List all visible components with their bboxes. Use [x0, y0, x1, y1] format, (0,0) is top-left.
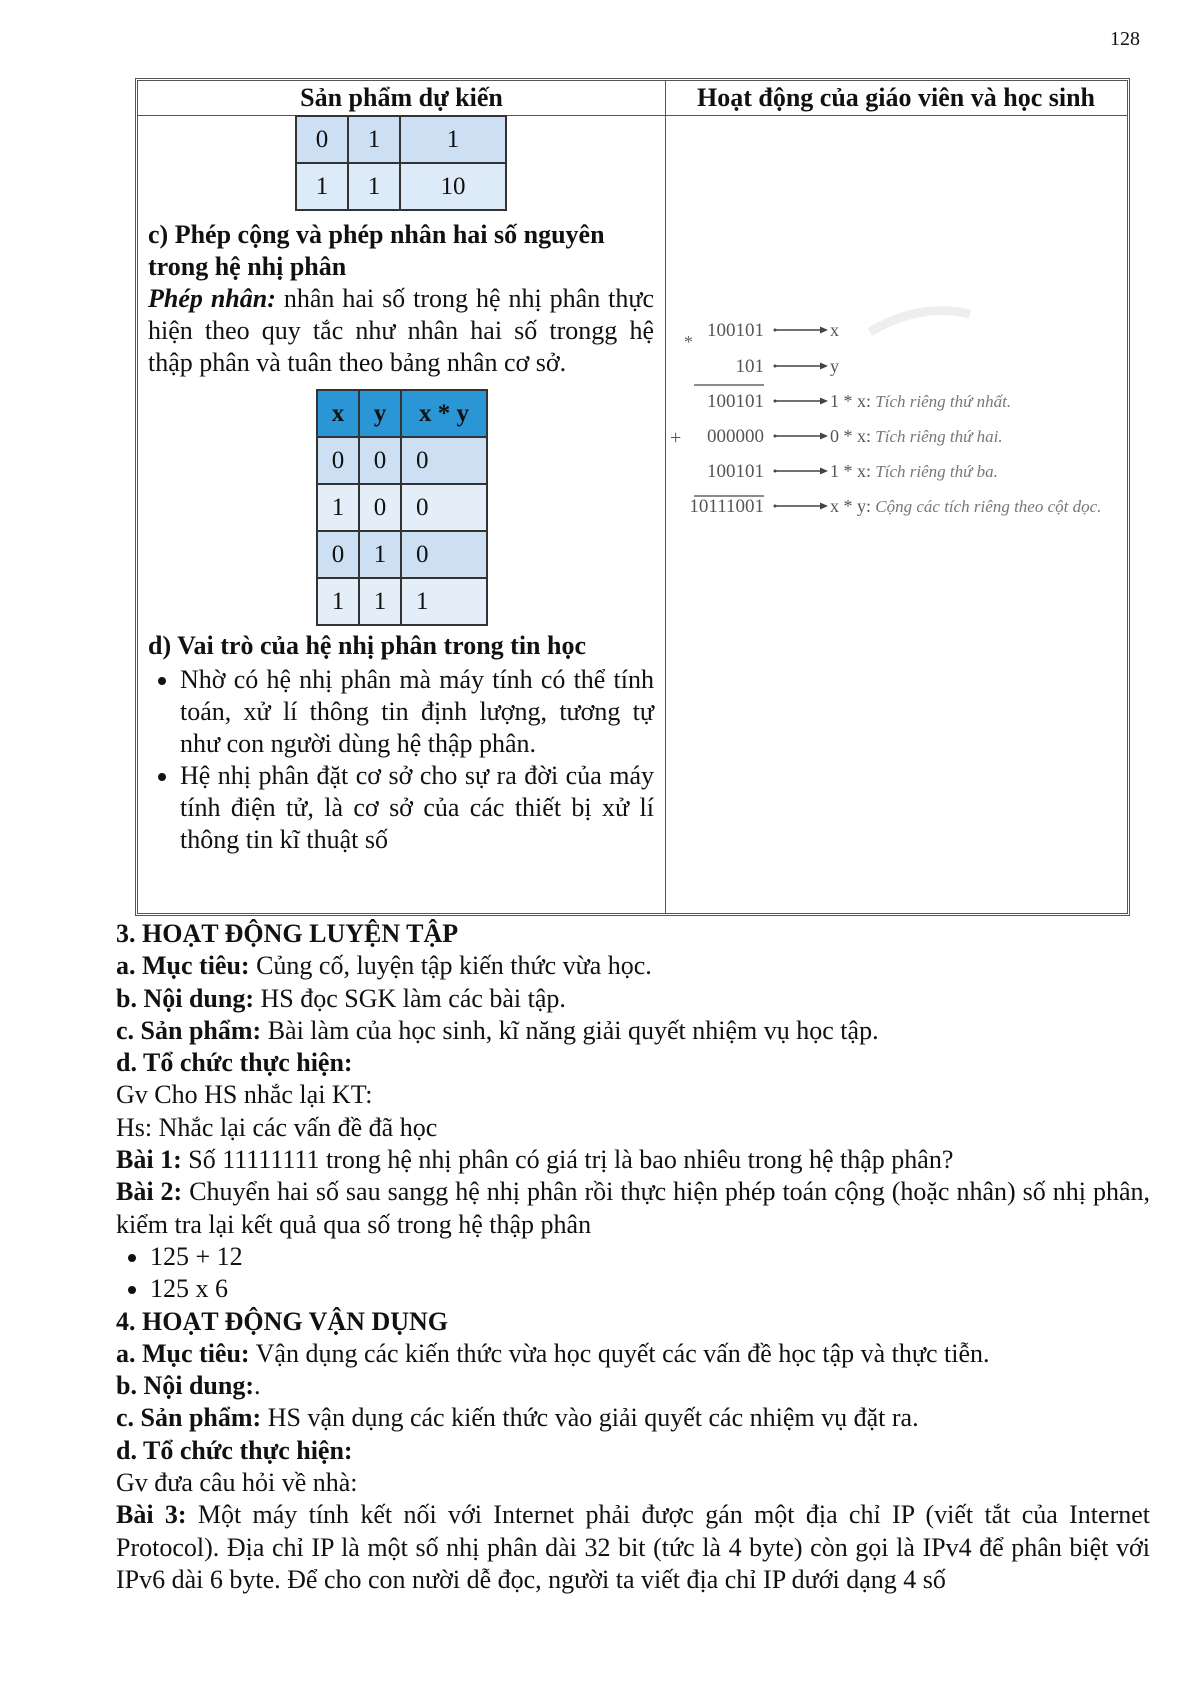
s3-objective — [116, 950, 1150, 982]
diagram-note: Cộng các tích riêng theo cột dọc. — [871, 497, 1102, 516]
diagram-label: y — [830, 356, 839, 376]
diagram-label: x — [830, 320, 839, 340]
s3-organization: d. Tổ chức thực hiện: — [116, 1048, 353, 1078]
exercise-2 — [116, 1176, 1150, 1241]
diagram-label: 1 * x: Tích riêng thứ ba. — [830, 461, 998, 481]
table-cell: 1 — [317, 578, 359, 625]
table-cell: 1 — [400, 116, 506, 163]
s3-content — [116, 983, 1150, 1015]
diagram-number: 100101 — [707, 391, 764, 412]
binary-multiplication-table — [316, 389, 488, 626]
column-header: y — [359, 390, 401, 437]
label: Bài 1: — [116, 1145, 182, 1175]
diagram-note: Tích riêng thứ nhất. — [871, 392, 1012, 411]
arrowhead-icon — [820, 503, 828, 510]
expected-product-column — [148, 115, 654, 856]
s4-objective — [116, 1338, 1150, 1370]
multiplication-paragraph — [148, 283, 654, 379]
list-item: • Nhờ có hệ nhị phân mà máy tính có thể tính toán, xử lí thông tin định lượng, tương tự như con người dùng hệ thập phân. — [180, 664, 654, 760]
label: a. Mục tiêu: — [116, 951, 250, 981]
table-cell: 1 — [317, 484, 359, 531]
diagram-label: 0 * x: Tích riêng thứ hai. — [830, 426, 1003, 446]
text: Số 11111111 trong hệ nhị phân có giá trị là bao nhiêu trong hệ thập phân? — [181, 1145, 954, 1175]
s4-organization: d. Tổ chức thực hiện: — [116, 1435, 353, 1465]
table-row — [317, 531, 487, 578]
list-item: • 125 x 6 — [150, 1273, 1150, 1305]
s4-line-1: Gv đưa câu hỏi về nhà: — [116, 1468, 358, 1498]
s3-product — [116, 1015, 1150, 1047]
exercise-1 — [116, 1144, 1150, 1176]
table-cell: 0 — [401, 484, 487, 531]
list-item: • 125 + 12 — [150, 1241, 1150, 1273]
table-cell: 10 — [400, 163, 506, 210]
text: Bài làm của học sinh, kĩ năng giải quyết nhiệm vụ học tập. — [261, 1015, 879, 1045]
diagram-number: 10111001 — [689, 496, 764, 517]
table-cell: 0 — [359, 437, 401, 484]
s3-line-2: Hs: Nhắc lại các vấn đề đã học — [116, 1112, 438, 1142]
table-cell: 1 — [359, 531, 401, 578]
label: c. Sản phẩm: — [116, 1403, 262, 1433]
arrowhead-icon — [820, 433, 828, 440]
arrowhead-icon — [820, 327, 828, 334]
table-cell: 0 — [296, 116, 348, 163]
table-row — [317, 437, 487, 484]
label: b. Nội dung: — [116, 1371, 254, 1401]
table-cell: 0 — [401, 437, 487, 484]
arrow-tail-icon — [774, 505, 777, 508]
arrowhead-icon — [820, 363, 828, 370]
diagram-number: 100101 — [707, 320, 764, 341]
table-cell: 0 — [317, 531, 359, 578]
label: b. Nội dung: — [116, 983, 254, 1013]
arrowhead-icon — [820, 468, 828, 475]
arrow-tail-icon — [774, 365, 777, 368]
table-cell: 1 — [401, 578, 487, 625]
section-d-title: d) Vai trò của hệ nhị phân trong tin học — [148, 631, 587, 660]
text: HS đọc SGK làm các bài tập. — [254, 983, 566, 1013]
table-cell: 1 — [348, 163, 400, 210]
table-cell: 1 — [359, 578, 401, 625]
diagram-number: 000000 — [707, 426, 764, 447]
section-4-title: 4. HOẠT ĐỘNG VẬN DỤNG — [116, 1306, 449, 1336]
arrow-tail-icon — [774, 470, 777, 473]
text: . — [254, 1371, 261, 1401]
text: Củng cố, luyện tập kiến thức vừa học. — [249, 951, 652, 981]
table-row — [296, 163, 506, 210]
diagram-label: x * y: Cộng các tích riêng theo cột dọc. — [830, 496, 1102, 516]
text: Chuyển hai số sau sangg hệ nhị phân rồi thực hiện phép toán cộng (hoặc nhân) số nhị phân, kiểm tra lại kết quả qua số trong hệ thập phân — [116, 1177, 1150, 1239]
exercise-2-list — [116, 1241, 1150, 1306]
table-row — [317, 484, 487, 531]
table-cell: 0 — [359, 484, 401, 531]
multiply-sign: * — [684, 332, 693, 352]
column-divider — [665, 81, 666, 913]
text: Một máy tính kết nối với Internet phải được gán một địa chỉ IP (viết tắt của Internet Protocol). Địa chỉ IP là một số nhị phân dài 32 bit (tức là 4 byte) còn gọi là IPv4 để phân biệt với IPv6 dài 6 byte. Để cho con nười dễ đọc, người ta viết địa chỉ IP dưới dạng 4 số — [116, 1500, 1150, 1594]
table-cell: 0 — [401, 531, 487, 578]
diagram-number: 100101 — [707, 461, 764, 482]
list-item: • Hệ nhị phân đặt cơ sở cho sự ra đời của máy tính điện tử, là cơ sở của các thiết bị xử lí thông tin kĩ thuật số — [180, 760, 654, 856]
exercise-3 — [116, 1499, 1150, 1596]
arrow-tail-icon — [774, 400, 777, 403]
header-teacher-student-activity: Hoạt động của giáo viên và học sinh — [696, 83, 1095, 112]
arrow-tail-icon — [774, 435, 777, 438]
text: HS vận dụng các kiến thức vào giải quyết các nhiệm vụ đặt ra. — [261, 1403, 919, 1433]
table-row — [317, 578, 487, 625]
s3-line-1: Gv Cho HS nhắc lại KT: — [116, 1080, 373, 1110]
label: c. Sản phẩm: — [116, 1015, 262, 1045]
column-header: x * y — [401, 390, 487, 437]
diagram-rows — [689, 320, 1101, 517]
body-text — [116, 918, 1150, 1596]
diagram-note: Tích riêng thứ hai. — [871, 427, 1003, 446]
text: Vận dụng các kiến thức vừa học quyết các vấn đề học tập và thực tiễn. — [249, 1338, 990, 1368]
label: Bài 2: — [116, 1177, 183, 1207]
section-d-list — [148, 664, 654, 856]
multiplication-label: Phép nhân: — [148, 284, 276, 313]
header-expected-product: Sản phẩm dự kiến — [300, 83, 503, 112]
section-c-title: c) Phép cộng và phép nhân hai số nguyên trong hệ nhị phân — [148, 220, 605, 281]
label: Bài 3: — [116, 1500, 187, 1530]
page-number: 128 — [1110, 28, 1140, 50]
multiplication-text: nhân hai số trong hệ nhị phân thực hiện theo quy tắc như nhân hai số trongg hệ thập phân và tuân theo bảng nhân cơ sở. — [148, 284, 655, 377]
s4-product — [116, 1402, 1150, 1434]
decorative-arc — [870, 311, 970, 332]
table-row — [296, 116, 506, 163]
table-cell: 0 — [317, 437, 359, 484]
arrowhead-icon — [820, 398, 828, 405]
label: a. Mục tiêu: — [116, 1338, 250, 1368]
diagram-number: 101 — [735, 356, 764, 377]
column-header: x — [317, 390, 359, 437]
s4-content — [116, 1370, 1150, 1402]
table-header-row — [138, 81, 1127, 116]
table-cell: 1 — [296, 163, 348, 210]
diagram-note: Tích riêng thứ ba. — [871, 462, 998, 481]
table-cell: 1 — [348, 116, 400, 163]
binary-multiplication-diagram — [670, 300, 1130, 540]
plus-sign: + — [670, 427, 682, 449]
binary-addition-table — [295, 115, 507, 211]
diagram-label: 1 * x: Tích riêng thứ nhất. — [830, 391, 1012, 411]
section-3-title: 3. HOẠT ĐỘNG LUYỆN TẬP — [116, 919, 459, 948]
arrow-tail-icon — [774, 329, 777, 332]
table-header-row — [317, 390, 487, 437]
